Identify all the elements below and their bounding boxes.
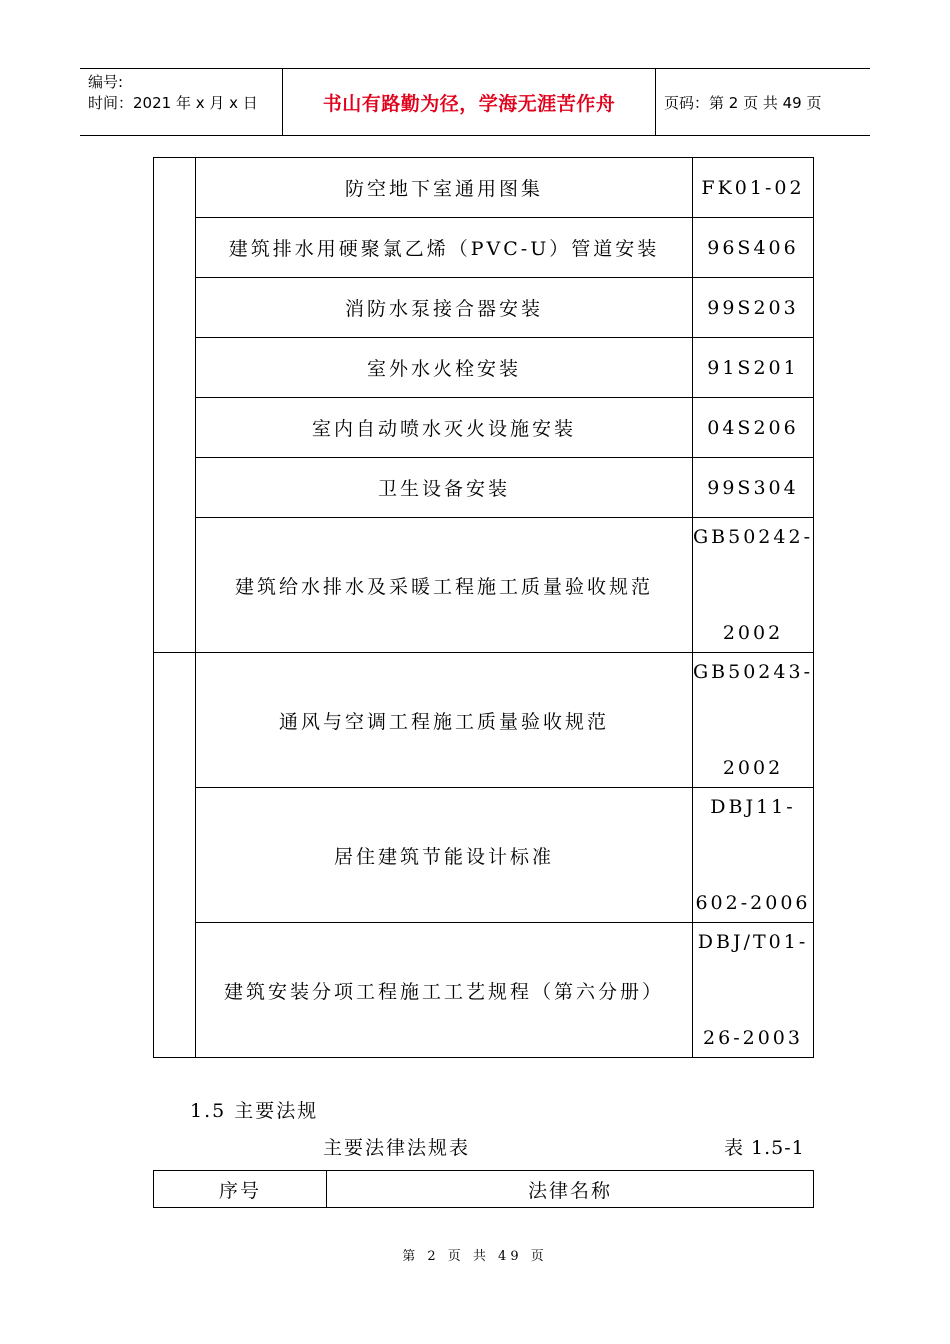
standard-name: 建筑安装分项工程施工工艺规程（第六分册） — [196, 923, 693, 1058]
row-number-cell — [154, 158, 196, 653]
standard-code-line: DBJ/T01- — [697, 931, 809, 953]
standard-code: 99S203 — [692, 278, 813, 338]
table-row — [154, 338, 814, 398]
standard-code — [692, 788, 813, 923]
standard-code: 04S206 — [692, 398, 813, 458]
table-row — [154, 788, 814, 923]
standard-name: 建筑给水排水及采暖工程施工质量验收规范 — [196, 518, 693, 653]
row-number-cell — [154, 653, 196, 1058]
table-row — [154, 923, 814, 1058]
header-divider — [655, 68, 656, 136]
standard-name: 建筑排水用硬聚氯乙烯（PVC-U）管道安装 — [196, 218, 693, 278]
standard-code: FK01-02 — [692, 158, 813, 218]
table-row — [154, 518, 814, 653]
standard-name: 居住建筑节能设计标准 — [196, 788, 693, 923]
table-row — [154, 458, 814, 518]
standard-code: 91S201 — [692, 338, 813, 398]
table-row — [154, 158, 814, 218]
header-time: 时间：2021 年 x 月 x 日 — [88, 94, 258, 112]
standard-code-line: DBJ11- — [710, 796, 796, 818]
section-heading: 1.5 主要法规 — [190, 1100, 319, 1122]
standard-name: 防空地下室通用图集 — [196, 158, 693, 218]
standards-table — [153, 157, 814, 1058]
standard-name: 室内自动喷水灭火设施安装 — [196, 398, 693, 458]
standard-code — [692, 518, 813, 653]
standard-code: 99S304 — [692, 458, 813, 518]
table-header-row — [154, 1171, 814, 1208]
header-meta — [88, 72, 258, 114]
header-number: 编号: — [88, 73, 124, 91]
standard-code-line: 26-2003 — [703, 1027, 803, 1049]
standard-code — [692, 653, 813, 788]
standard-code-line: 602-2006 — [695, 892, 811, 914]
standard-name: 室外水火栓安装 — [196, 338, 693, 398]
table-number: 表 1.5-1 — [724, 1137, 805, 1159]
standard-code-line: GB50243- — [692, 661, 813, 683]
table-row — [154, 278, 814, 338]
standard-code — [692, 923, 813, 1058]
standard-name: 消防水泵接合器安装 — [196, 278, 693, 338]
standard-code: 96S406 — [692, 218, 813, 278]
standard-code-line: 2002 — [722, 622, 784, 644]
standard-name: 卫生设备安装 — [196, 458, 693, 518]
table-row — [154, 653, 814, 788]
standard-name: 通风与空调工程施工质量验收规范 — [196, 653, 693, 788]
table-row — [154, 218, 814, 278]
standard-code-line: 2002 — [722, 757, 784, 779]
column-header-law-name: 法律名称 — [327, 1171, 814, 1208]
header-motto: 书山有路勤为径，学海无涯苦作舟 — [322, 92, 616, 115]
standard-code-line: GB50242- — [692, 526, 813, 548]
table-row — [154, 398, 814, 458]
laws-table — [153, 1170, 814, 1208]
header-page-info: 页码：第 2 页 共 49 页 — [664, 93, 822, 112]
page-footer: 第 2 页 共 49 页 — [402, 1249, 548, 1264]
table-caption: 主要法律法规表 — [323, 1137, 471, 1159]
column-header-seq: 序号 — [154, 1171, 327, 1208]
